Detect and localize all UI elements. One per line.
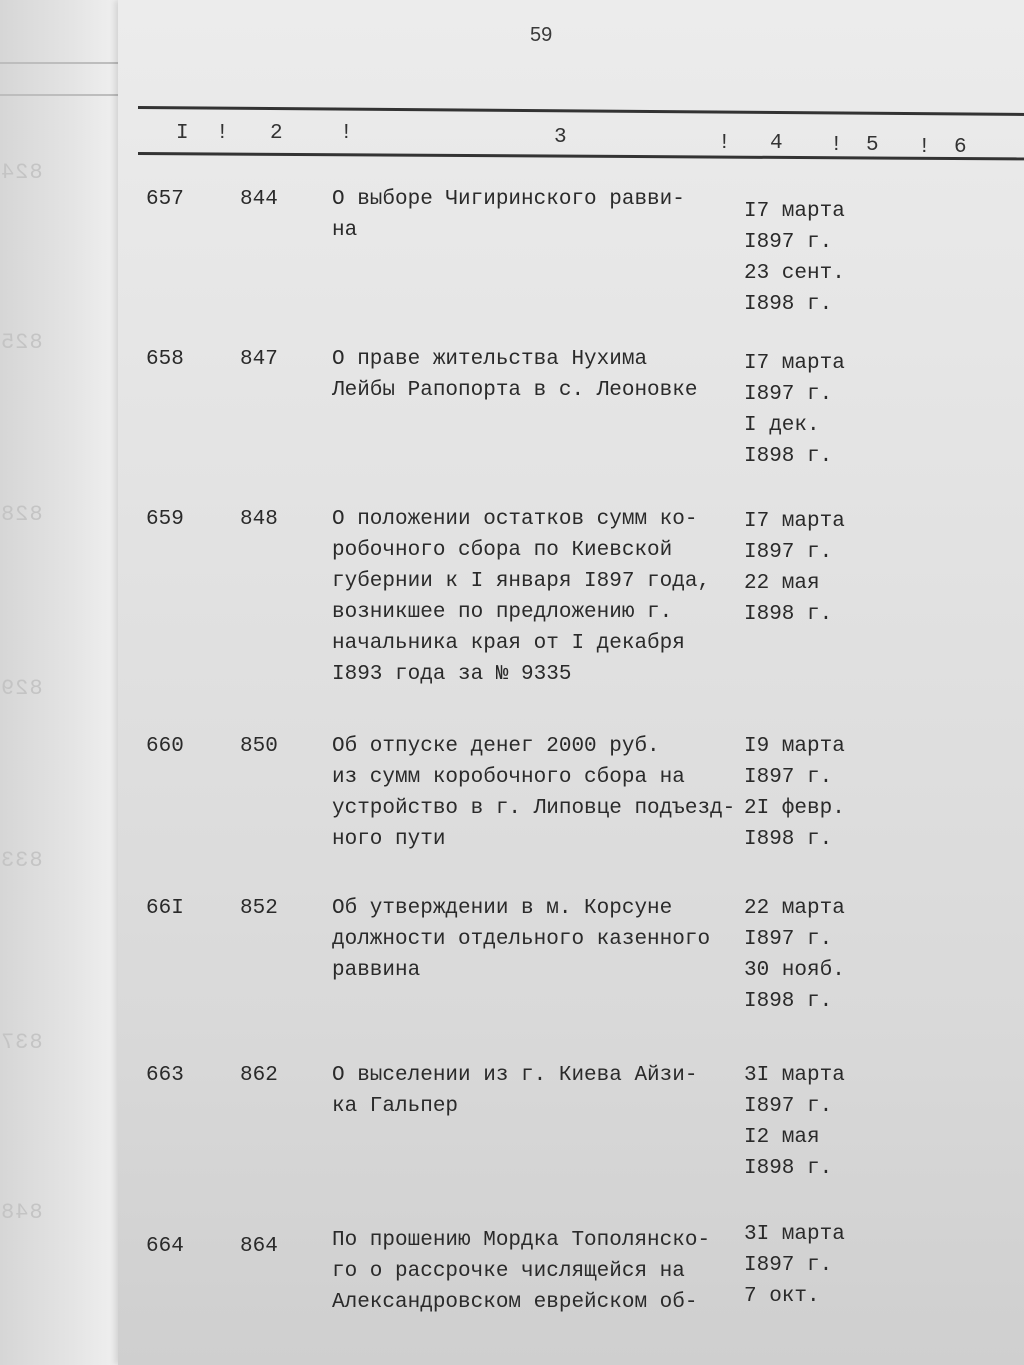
ghost-rule [0, 94, 118, 96]
entry-number: 664 [146, 1235, 184, 1258]
date-line: 2I февр. [744, 797, 845, 820]
date-line: 3I марта [744, 1064, 845, 1087]
title-line: ного пути [332, 828, 446, 851]
entry-dates [744, 1060, 845, 1184]
date-line: 3I марта [744, 1223, 845, 1246]
ghost-number: 848 [0, 1200, 43, 1225]
file-number: 848 [240, 508, 278, 531]
title-line: О выселении из г. Киева Айзи- [332, 1064, 698, 1087]
file-number: 850 [240, 735, 278, 758]
entry-number: 657 [146, 188, 184, 211]
ghost-rule [0, 62, 118, 64]
ghost-number: 824 [0, 160, 43, 185]
entry-title [332, 893, 752, 986]
ghost-number: 837 [0, 1030, 43, 1055]
header-separator: ! [340, 122, 353, 145]
header-separator: ! [216, 122, 229, 145]
header-top-rule [138, 106, 1024, 116]
date-line: I898 г. [744, 1157, 833, 1180]
date-line: I897 г. [744, 1095, 833, 1118]
date-line: I897 г. [744, 928, 833, 951]
date-line: 7 окт. [744, 1285, 820, 1308]
header-col-5: 5 [866, 134, 879, 157]
title-line: Об утверждении в м. Корсуне [332, 897, 673, 920]
entry-dates [744, 893, 845, 1017]
date-line: I897 г. [744, 766, 833, 789]
ghost-number: 829 [0, 676, 43, 701]
date-line: I9 марта [744, 735, 845, 758]
entry-dates [744, 196, 845, 320]
date-line: I898 г. [744, 293, 833, 316]
ghost-number: 828 [0, 502, 43, 527]
date-line: I898 г. [744, 603, 833, 626]
header-separator: ! [718, 132, 731, 155]
ghost-number: 833 [0, 848, 43, 873]
title-line: I893 года за № 9335 [332, 663, 572, 686]
header-separator: ! [918, 136, 931, 159]
title-line: начальника края от I декабря [332, 632, 685, 655]
entry-number: 66I [146, 897, 184, 920]
date-line: I7 марта [744, 510, 845, 533]
entry-title [332, 184, 752, 246]
title-line: возникшее по предложению г. [332, 601, 673, 624]
document-page [118, 0, 1024, 1365]
file-number: 847 [240, 348, 278, 371]
header-col-2: 2 [270, 122, 283, 145]
title-line: О выборе Чигиринского равви- [332, 188, 685, 211]
entry-title [332, 1060, 752, 1122]
title-line: раввина [332, 959, 421, 982]
date-line: 22 марта [744, 897, 845, 920]
header-bottom-rule [138, 152, 1024, 160]
page-number: 59 [530, 24, 553, 46]
entry-dates [744, 731, 845, 855]
entry-title [332, 504, 752, 690]
date-line: I дек. [744, 414, 820, 437]
file-number: 852 [240, 897, 278, 920]
header-col-6: 6 [954, 136, 967, 159]
title-line: Об отпуске денег 2000 руб. [332, 735, 660, 758]
title-line: из сумм коробочного сбора на [332, 766, 685, 789]
date-line: I7 марта [744, 200, 845, 223]
header-separator: ! [830, 134, 843, 157]
entry-number: 663 [146, 1064, 184, 1087]
date-line: I2 мая [744, 1126, 820, 1149]
file-number: 862 [240, 1064, 278, 1087]
title-line: О праве жительства Нухима [332, 348, 648, 371]
title-line: Александровском еврейском об- [332, 1291, 698, 1314]
title-line: губернии к I января I897 года, [332, 570, 711, 593]
date-line: 30 нояб. [744, 959, 845, 982]
entry-title [332, 731, 752, 855]
entry-dates [744, 1219, 845, 1312]
title-line: устройство в г. Липовце подъезд- [332, 797, 736, 820]
ghost-number: 825 [0, 330, 43, 355]
entry-dates [744, 348, 845, 472]
entry-number: 660 [146, 735, 184, 758]
title-line: По прошению Мордка Тополянско- [332, 1229, 711, 1252]
entry-number: 659 [146, 508, 184, 531]
date-line: I897 г. [744, 541, 833, 564]
title-line: Лейбы Рапопорта в с. Леоновке [332, 379, 698, 402]
title-line: го о рассрочке числящейся на [332, 1260, 685, 1283]
date-line: I898 г. [744, 445, 833, 468]
title-line: робочного сбора по Киевской [332, 539, 673, 562]
header-col-3: 3 [554, 126, 567, 149]
entry-title [332, 1225, 752, 1318]
title-line: О положении остатков сумм ко- [332, 508, 698, 531]
file-number: 864 [240, 1235, 278, 1258]
title-line: ка Гальпер [332, 1095, 459, 1118]
date-line: I897 г. [744, 231, 833, 254]
date-line: I897 г. [744, 1254, 833, 1277]
entry-title [332, 344, 752, 406]
entry-number: 658 [146, 348, 184, 371]
date-line: 22 мая [744, 572, 820, 595]
date-line: I7 марта [744, 352, 845, 375]
header-col-1: I [176, 122, 189, 145]
entry-dates [744, 506, 845, 630]
date-line: I898 г. [744, 990, 833, 1013]
date-line: 23 сент. [744, 262, 845, 285]
previous-page-edge [0, 0, 120, 1365]
date-line: I898 г. [744, 828, 833, 851]
title-line: должности отдельного казенного [332, 928, 711, 951]
title-line: на [332, 219, 358, 242]
header-col-4: 4 [770, 132, 783, 155]
file-number: 844 [240, 188, 278, 211]
date-line: I897 г. [744, 383, 833, 406]
